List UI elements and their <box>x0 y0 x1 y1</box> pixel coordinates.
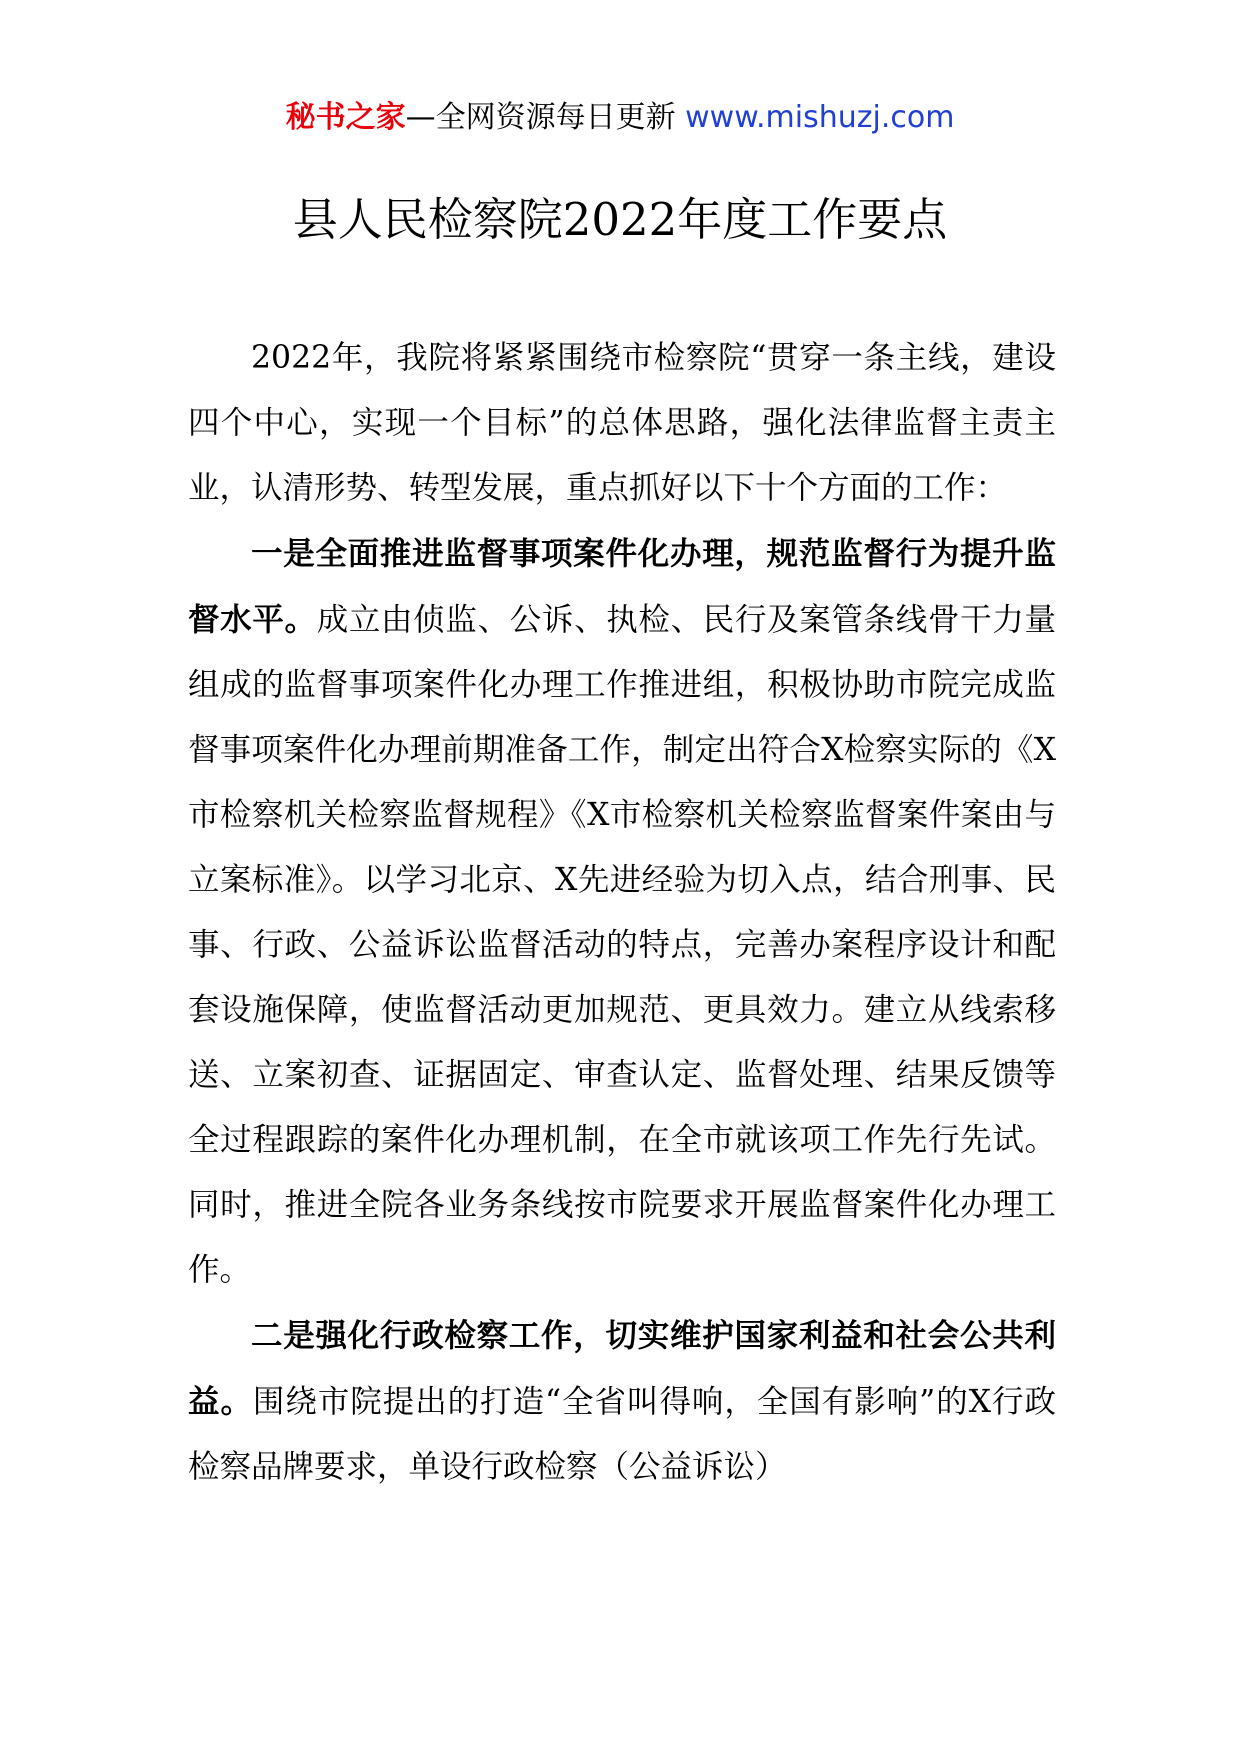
site-header <box>0 98 1240 138</box>
site-url-link[interactable]: www.mishuzj.com <box>685 100 955 135</box>
paragraph-text: 2022年，我院将紧紧围绕市检察院“贯穿一条主线，建设四个中心，实现一个目标”的总体思路，强化法律监督主责主业，认清形势、转型发展，重点抓好以下十个方面的工作： <box>188 340 1056 506</box>
paragraph-text: 围绕市院提出的打造“全省叫得响，全国有影响”的X行政检察品牌要求，单设行政检察（公益诉讼） <box>188 1384 1056 1485</box>
paragraph-lead: 一是全面推进监督事项案件化办理，规范监督行为提升监督水平。 <box>188 535 1056 638</box>
paragraph-lead: 二是强化行政检察工作，切实维护国家利益和社会公共利益。 <box>188 1317 1056 1420</box>
paragraph-item-1 <box>188 521 1056 1303</box>
document-body <box>188 326 1056 1500</box>
paragraph-text: 成立由侦监、公诉、执检、民行及案管条线骨干力量组成的监督事项案件化办理工作推进组，积极协助市院完成监督事项案件化办理前期准备工作，制定出符合X检察实际的《X市检察机关检察监督规程》《X市检察机关检察监督案件案由与立案标准》。以学习北京、X先进经验为切入点，结合刑事、民事、行政、公益诉讼监督活动的特点，完善办案程序设计和配套设施保障，使监督活动更加规范、更具效力。建立从线索移送、立案初查、证据固定、审查认定、监督处理、结果反馈等全过程跟踪的案件化办理机制，在全市就该项工作先行先试。同时，推进全院各业务条线按市院要求开展监督案件化办理工作。 <box>188 602 1056 1288</box>
brand-name: 秘书之家 <box>285 100 406 135</box>
paragraph-item-2 <box>188 1303 1056 1500</box>
paragraph-intro <box>188 326 1056 521</box>
document-title: 县人民检察院2022年度工作要点 <box>292 193 948 246</box>
header-slogan: —全网资源每日更新 <box>405 100 676 135</box>
